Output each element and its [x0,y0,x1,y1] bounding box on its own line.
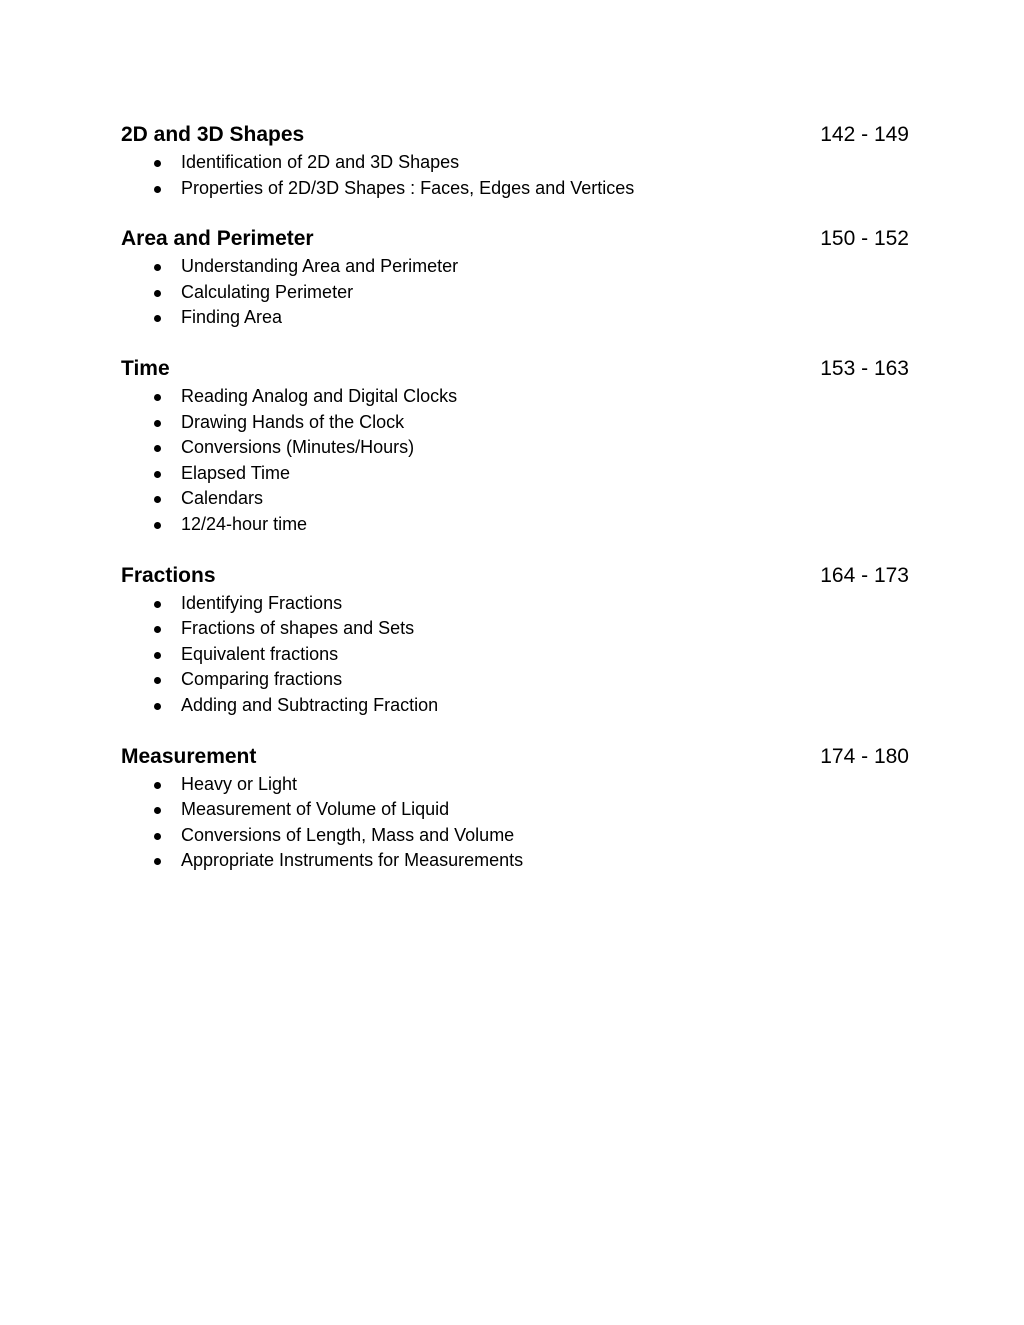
bullet-icon [154,782,161,789]
topic-item [121,461,909,487]
bullet-icon [154,677,161,684]
bullet-icon [154,807,161,814]
topic-item [121,435,909,461]
topic-label: Conversions (Minutes/Hours) [181,437,415,458]
topic-label: Comparing fractions [181,669,343,690]
topic-label: Elapsed Time [181,462,291,483]
topic-label: Calculating Perimeter [181,281,354,302]
section-header [121,354,909,384]
topic-label: Calendars [181,488,264,509]
bullet-icon [154,290,161,297]
topic-label: Identifying Fractions [181,592,343,613]
topic-item [121,797,909,823]
topic-item [121,410,909,436]
toc-section-2d-3d-shapes [121,120,909,201]
bullet-icon [154,626,161,633]
section-header [121,561,909,591]
topic-item [121,693,909,719]
topic-label: Properties of 2D/3D Shapes : Faces, Edges and Vertices [181,177,635,198]
bullet-icon [154,858,161,865]
section-header [121,224,909,254]
bullet-icon [154,160,161,167]
topic-item [121,823,909,849]
section-topic-list [121,384,909,538]
topic-label: Finding Area [181,307,283,328]
topic-label: Heavy or Light [181,773,298,794]
bullet-icon [154,601,161,608]
section-title: Time [121,356,170,380]
bullet-icon [154,496,161,503]
topic-label: Adding and Subtracting Fraction [181,694,439,715]
topic-item [121,384,909,410]
table-of-contents [121,120,909,897]
bullet-icon [154,652,161,659]
section-page-range: 150 - 152 [820,227,909,251]
topic-label: Understanding Area and Perimeter [181,256,459,277]
section-topic-list [121,591,909,719]
topic-item [121,848,909,874]
toc-section-measurement [121,742,909,874]
topic-label: Fractions of shapes and Sets [181,618,415,639]
topic-item [121,280,909,306]
section-page-range: 153 - 163 [820,356,909,380]
topic-item [121,772,909,798]
topic-label: Appropriate Instruments for Measurements [181,850,524,871]
bullet-icon [154,471,161,478]
topic-item [121,150,909,176]
bullet-icon [154,394,161,401]
topic-label: Reading Analog and Digital Clocks [181,385,458,406]
toc-section-fractions [121,561,909,719]
section-title: Area and Perimeter [121,227,314,251]
section-topic-list [121,150,909,201]
topic-label: Identification of 2D and 3D Shapes [181,152,460,172]
topic-item [121,486,909,512]
bullet-icon [154,833,161,840]
topic-item [121,667,909,693]
topic-item [121,591,909,617]
bullet-icon [154,420,161,427]
bullet-icon [154,703,161,710]
section-title: Measurement [121,744,257,768]
topic-item [121,642,909,668]
bullet-icon [154,522,161,529]
bullet-icon [154,445,161,452]
topic-label: Equivalent fractions [181,643,339,664]
section-topic-list [121,772,909,874]
topic-item [121,176,909,202]
topic-item [121,512,909,538]
section-page-range: 164 - 173 [820,563,909,587]
toc-section-area-perimeter [121,224,909,331]
section-page-range: 174 - 180 [820,744,909,768]
section-page-range: 142 - 149 [820,123,909,146]
bullet-icon [154,315,161,322]
topic-label: Drawing Hands of the Clock [181,411,405,432]
section-header [121,742,909,772]
toc-section-time [121,354,909,538]
topic-item [121,305,909,331]
topic-item [121,254,909,280]
topic-label: Conversions of Length, Mass and Volume [181,824,515,845]
bullet-icon [154,264,161,271]
topic-label: 12/24-hour time [181,513,308,534]
section-title: Fractions [121,563,216,587]
section-title: 2D and 3D Shapes [121,123,305,146]
section-header [121,120,909,150]
topic-label: Measurement of Volume of Liquid [181,799,450,820]
section-topic-list [121,254,909,331]
topic-item [121,616,909,642]
bullet-icon [154,186,161,193]
